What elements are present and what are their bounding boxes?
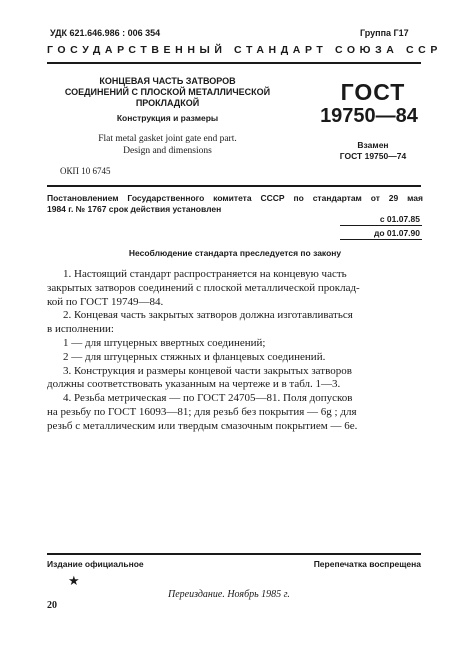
page-number: 20	[47, 600, 57, 611]
english-title-line: Flat metal gasket joint gate end part.	[98, 134, 237, 144]
star-icon: ★	[68, 573, 80, 588]
group-code: Группа Г17	[360, 28, 409, 38]
decree-line: 1984 г. № 1767 срок действия установлен	[47, 204, 222, 214]
body-line: резьб с металлическим или твердым смазочным покрытием — 6е.	[47, 419, 358, 432]
udc-code: УДК 621.646.986 : 006 354	[50, 28, 161, 38]
body-line: 2 — для штуцерных стяжных и фланцевых соединений.	[63, 350, 326, 363]
title-line: ПРОКЛАДКОЙ	[135, 98, 200, 108]
gost-number: 19750—84	[320, 105, 418, 127]
body-line: должны соответствовать указанным на чертеже и в табл. 1—3.	[47, 378, 341, 391]
body-text	[47, 268, 420, 434]
document-title	[60, 76, 275, 109]
body-line: 2. Концевая часть закрытых затворов должна изготавливаться	[63, 309, 353, 322]
title-rule	[47, 185, 421, 187]
body-line: 4. Резьба метрическая — по ГОСТ 24705—81. Поля допусков	[63, 392, 353, 405]
date-underline	[340, 239, 422, 240]
gost-label: ГОСТ	[340, 79, 406, 105]
body-line: на резьбу по ГОСТ 16093—81; для резьб без покрытия — 6g ; для	[47, 405, 357, 418]
header-rule	[47, 62, 421, 64]
state-standard-banner: ГОСУДАРСТВЕННЫЙ СТАНДАРТ СОЮЗА ССР	[47, 44, 442, 56]
reissue-note: Переиздание. Ноябрь 1985 г.	[168, 589, 290, 600]
decree-text	[47, 193, 423, 215]
body-line: 1 — для штуцерных ввертных соединений;	[63, 336, 266, 349]
body-line: закрытых затворов соединений с плоской металлической проклад-	[47, 281, 360, 294]
document-subtitle: Конструкция и размеры	[116, 113, 219, 123]
date-underline	[340, 225, 422, 226]
english-title-line: Design and dimensions	[123, 146, 212, 156]
replaced-label: Взамен	[357, 140, 389, 150]
footer-rule	[47, 553, 421, 555]
legal-warning: Несоблюдение стандарта преследуется по закону	[128, 248, 342, 258]
replaced-reference: ГОСТ 19750—74	[339, 151, 407, 161]
body-line: в исполнении:	[47, 323, 114, 336]
body-line: 1. Настоящий стандарт распространяется на концевую часть	[63, 268, 347, 280]
english-title	[60, 133, 275, 157]
effective-date-to: до 01.07.90	[373, 228, 420, 238]
body-line: 3. Конструкция и размеры концевой части закрытых затворов	[63, 364, 352, 377]
title-line: КОНЦЕВАЯ ЧАСТЬ ЗАТВОРОВ	[99, 76, 236, 86]
decree-line: Постановлением Государственного комитета СССР по стандартам от 29 мая	[47, 193, 423, 203]
okp-code: ОКП 10 6745	[60, 166, 111, 176]
effective-date-from: с 01.07.85	[379, 214, 420, 224]
official-edition: Издание официальное	[47, 559, 144, 569]
reprint-notice: Перепечатка воспрещена	[313, 559, 421, 569]
title-line: СОЕДИНЕНИЙ С ПЛОСКОЙ МЕТАЛЛИЧЕСКОЙ	[64, 87, 271, 97]
body-line: кой по ГОСТ 19749—84.	[47, 295, 164, 308]
